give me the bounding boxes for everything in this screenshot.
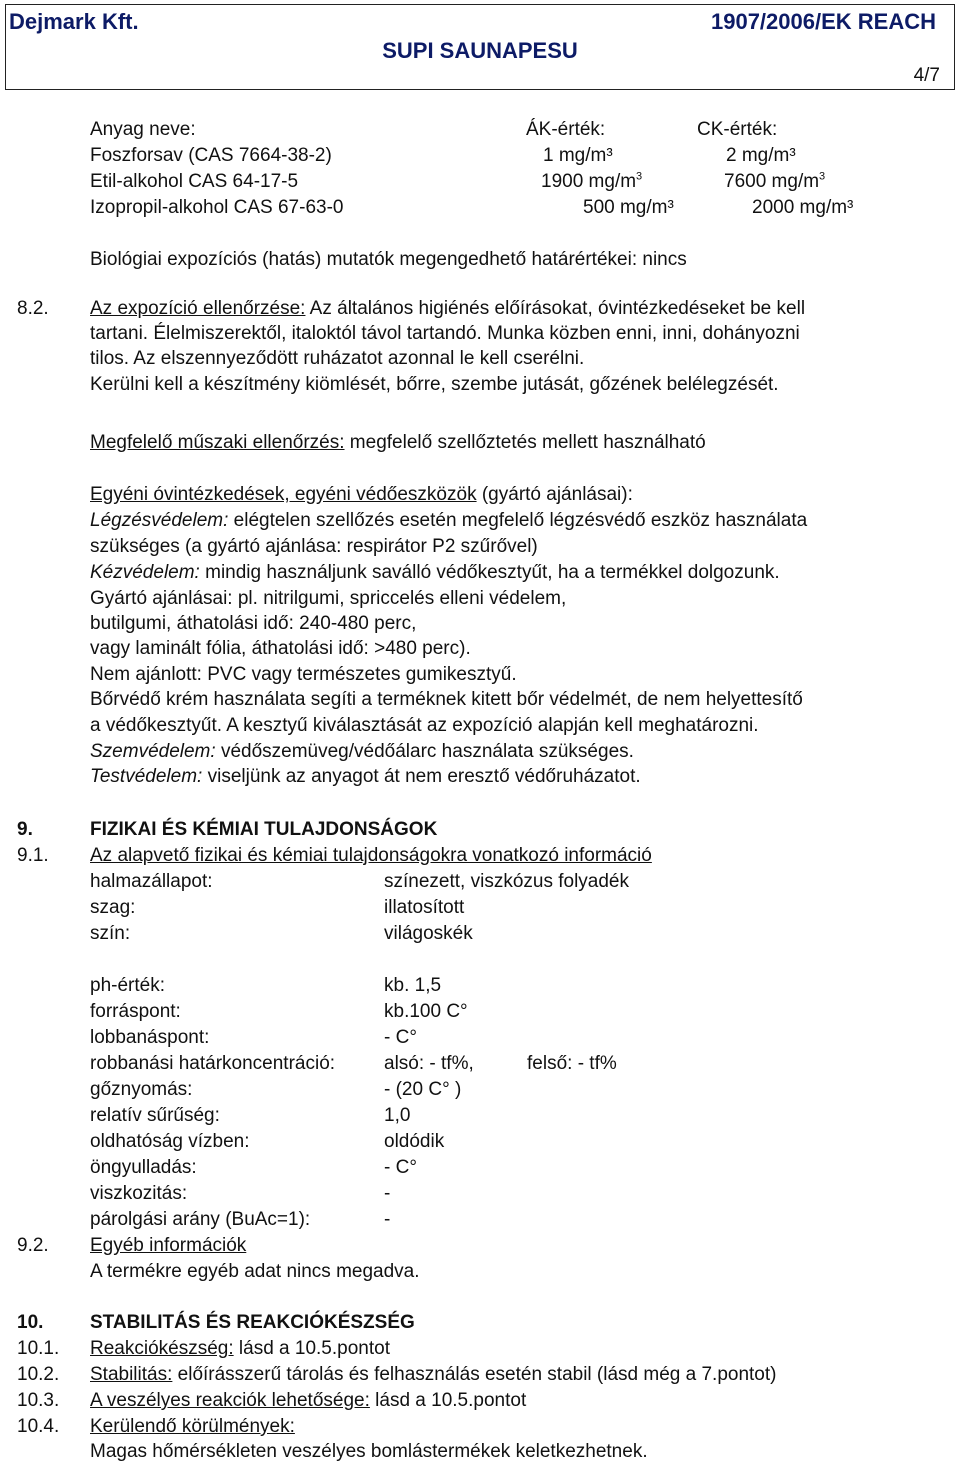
property-label: relatív sűrűség: [90,1105,220,1126]
property-label: robbanási határkoncentráció: [90,1053,336,1074]
section-number: 10.1. [17,1338,60,1359]
section-number: 10. [17,1312,44,1333]
ppe-line: Gyártó ajánlásai: pl. nitrilgumi, spriccelés elleni védelem, [90,588,567,609]
property-label: párolgási arány (BuAc=1): [90,1209,311,1230]
respiratory-protection-cont: szükséges (a gyártó ajánlása: respirátor P2 szűrővel) [90,536,538,557]
page-header [5,4,955,90]
property-value: világoskék [384,923,473,944]
section-number: 9.2. [17,1235,49,1256]
limits-row-ak: 1 mg/m³ [543,145,613,166]
hand-protection: Kézvédelem: mindig használjunk saválló védőkesztyűt, ha a termékkel dolgozunk. [90,562,780,583]
section-9-2-title: Egyéb információk [90,1235,247,1256]
section-number: 9.1. [17,845,49,866]
section-number: 10.2. [17,1364,60,1385]
limits-row-ak: 1900 $mg/m^3$ [541,170,643,192]
property-value: - [384,1209,391,1230]
technical-control-title: Megfelelő műszaki ellenőrzés: [90,432,345,453]
property-value: kb.100 C° [384,1001,468,1022]
section-10-4-text: Magas hőmérsékleten veszélyes bomlástermékek keletkezhetnek. [90,1441,648,1462]
limits-row-name: Izopropil-alkohol CAS 67-63-0 [90,197,344,218]
property-label: oldhatóság vízben: [90,1131,250,1152]
section-8-2-line: Az expozíció ellenőrzése: Az általános higiénés előírásokat, óvintézkedéseket be kell [90,298,806,319]
limits-row-ck: 2 mg/m³ [726,145,796,166]
limits-row-name: Foszforsav (CAS 7664-38-2) [90,145,332,166]
section-8-2-line: tartani. Élelmiszerektől, italoktól távol tartandó. Munka közben enni, inni, dohányozni [90,323,800,344]
company-name: Dejmark Kft. [9,9,139,34]
property-label: viszkozitás: [90,1183,188,1204]
limits-row-ck: 7600 $mg/m^3$ [724,170,826,192]
limits-row-ck: 2000 mg/m³ [752,197,854,218]
ppe-line: a védőkesztyűt. A kesztyű kiválasztását az expozíció alapján kell meghatározni. [90,715,759,736]
section-number: 9. [17,819,33,840]
section-10-item: Stabilitás: előírásszerű tárolás és felhasználás esetén stabil (lásd még a 7.pontot) [90,1364,777,1385]
property-value: 1,0 [384,1105,411,1126]
ppe-line: Bőrvédő krém használata segíti a terméknek kitett bőr védelmét, de nem helyettesítő [90,689,803,710]
technical-control-line: Megfelelő műszaki ellenőrzés: megfelelő szellőztetés mellett használható [90,432,706,453]
property-value: - (20 C° ) [384,1079,462,1100]
section-number: 10.3. [17,1390,60,1411]
page-number: 4/7 [913,65,940,86]
property-label: ph-érték: [90,975,165,996]
property-value: alsó: - tf%, [384,1053,474,1074]
section-9-1-title: Az alapvető fizikai és kémiai tulajdonságokra vonatkozó információ [90,845,652,866]
ppe-line: vagy laminált fólia, áthatolási idő: >480 perc). [90,638,471,659]
property-value: színezett, viszkózus folyadék [384,871,629,892]
section-10-item: Reakciókészség: lásd a 10.5.pontot [90,1338,390,1359]
property-value: - [384,1183,391,1204]
body-protection: Testvédelem: viseljünk az anyagot át nem eresztő védőruházatot. [90,766,641,787]
ppe-line: butilgumi, áthatolási idő: 240-480 perc, [90,613,417,634]
limits-header-name: Anyag neve: [90,119,196,140]
product-name: SUPI SAUNAPESU [382,38,578,63]
section-title: Az expozíció ellenőrzése: [90,298,306,319]
regulation-ref: 1907/2006/EK REACH [710,9,936,34]
section-10-title: STABILITÁS ÉS REAKCIÓKÉSZSÉG [90,1312,415,1333]
property-label: szag: [90,897,136,918]
property-label: öngyulladás: [90,1157,197,1178]
property-value: kb. 1,5 [384,975,442,996]
section-number: 8.2. [17,298,49,319]
property-value: - C° [384,1027,417,1048]
ppe-line: Nem ajánlott: PVC vagy természetes gumikesztyű. [90,664,517,685]
property-label: lobbanáspont: [90,1027,210,1048]
eye-protection: Szemvédelem: védőszemüveg/védőálarc használata szükséges. [90,741,634,762]
ppe-title: Egyéni óvintézkedések, egyéni védőeszközök [90,484,477,505]
section-9-title: FIZIKAI ÉS KÉMIAI TULAJDONSÁGOK [90,819,438,840]
property-value: oldódik [384,1131,445,1152]
ppe-title-line: Egyéni óvintézkedések, egyéni védőeszközök (gyártó ajánlásai): [90,484,633,505]
property-label: szín: [90,923,131,944]
property-label: gőznyomás: [90,1079,193,1100]
respiratory-protection: Légzésvédelem: elégtelen szellőzés esetén megfelelő légzésvédő eszköz használata [90,510,808,531]
section-8-2-line: tilos. Az elszennyeződött ruházatot azonnal le kell cserélni. [90,348,585,369]
limits-row-ak: 500 mg/m³ [583,197,674,218]
property-extra: felső: - tf% [527,1053,617,1074]
limits-header-ck: CK-érték: [697,119,778,140]
limits-header-ak: ÁK-érték: [526,119,606,140]
property-label: forráspont: [90,1001,181,1022]
section-9-2-text: A termékre egyéb adat nincs megadva. [90,1261,420,1282]
bio-limits-text: Biológiai expozíciós (hatás) mutatók megengedhető határértékei: nincs [90,249,687,270]
property-value: - C° [384,1157,417,1178]
section-8-2-line: Kerülni kell a készítmény kiömlését, bőrre, szembe jutását, gőzének belélegzését. [90,374,779,395]
section-number: 10.4. [17,1416,60,1437]
limits-row-name: Etil-alkohol CAS 64-17-5 [90,171,299,192]
section-10-item: Kerülendő körülmények: [90,1416,295,1437]
section-10-item: A veszélyes reakciók lehetősége: lásd a 10.5.pontot [90,1390,527,1411]
property-value: illatosított [384,897,465,918]
property-label: halmazállapot: [90,871,213,892]
